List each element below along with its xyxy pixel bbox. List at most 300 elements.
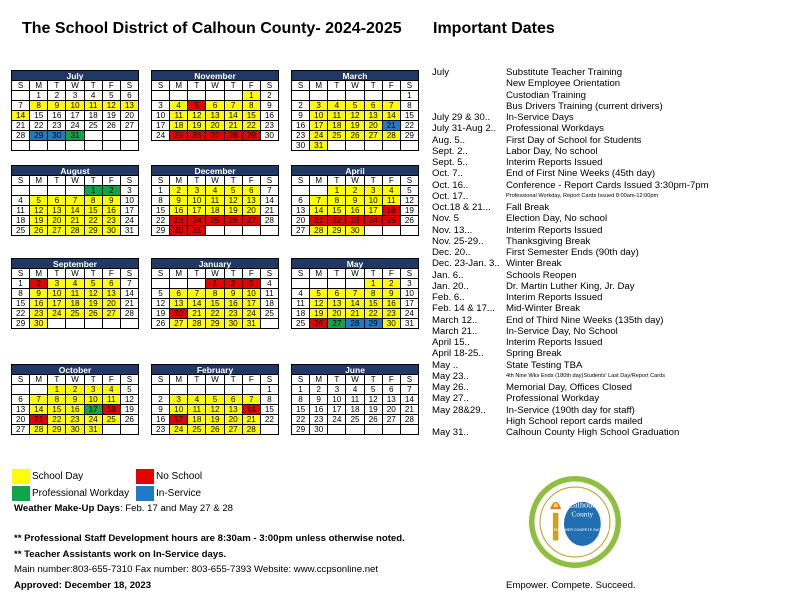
day-cell: 9 <box>292 111 310 121</box>
weekday-label: S <box>292 81 310 91</box>
day-cell: 4 <box>261 279 279 289</box>
day-cell: 2 <box>225 279 243 289</box>
empty-cell <box>48 186 66 196</box>
empty-cell <box>261 319 279 329</box>
weekday-label: T <box>365 176 383 186</box>
empty-cell <box>103 141 121 151</box>
day-cell: 23 <box>103 216 121 226</box>
day-cell: 28 <box>188 319 206 329</box>
day-cell: 4 <box>85 91 103 101</box>
important-date-row <box>432 146 792 157</box>
day-cell: 23 <box>170 216 188 226</box>
important-date-row <box>432 281 792 292</box>
day-cell: 18 <box>328 121 346 131</box>
empty-cell <box>365 425 383 435</box>
approved-date: Approved: December 18, 2023 <box>14 580 152 591</box>
empty-cell <box>152 385 170 395</box>
day-cell: 22 <box>261 415 279 425</box>
day-cell: 2 <box>310 385 328 395</box>
makeup-days-text: : Feb. 17 and May 27 & 28 <box>119 503 234 514</box>
weekday-label: F <box>103 81 121 91</box>
day-cell: 4 <box>292 289 310 299</box>
day-cell: 29 <box>85 226 103 236</box>
calendar-june <box>291 364 419 435</box>
day-grid <box>292 91 419 151</box>
important-event: Bus Drivers Training (current drivers) <box>506 100 663 112</box>
day-cell: 3 <box>401 279 419 289</box>
day-cell: 9 <box>261 101 279 111</box>
day-cell: 1 <box>401 91 419 101</box>
day-cell: 3 <box>365 186 383 196</box>
day-cell: 22 <box>206 309 224 319</box>
day-cell: 18 <box>170 121 188 131</box>
day-cell: 14 <box>383 111 401 121</box>
day-cell: 17 <box>243 299 261 309</box>
empty-cell <box>85 131 103 141</box>
day-cell: 16 <box>103 206 121 216</box>
day-cell: 28 <box>310 226 328 236</box>
day-cell: 21 <box>30 415 48 425</box>
day-cell: 5 <box>85 279 103 289</box>
day-cell: 1 <box>328 186 346 196</box>
weekday-label: M <box>30 81 48 91</box>
weekday-label: T <box>48 269 66 279</box>
day-cell: 10 <box>85 395 103 405</box>
empty-cell <box>243 385 261 395</box>
weekday-label: F <box>243 176 261 186</box>
important-dates-list <box>432 67 792 438</box>
weekday-label: T <box>365 375 383 385</box>
weekday-label: W <box>346 81 364 91</box>
day-grid <box>152 385 279 435</box>
empty-cell <box>292 279 310 289</box>
day-cell: 2 <box>48 91 66 101</box>
day-cell: 24 <box>152 131 170 141</box>
day-cell: 11 <box>346 395 364 405</box>
day-cell: 4 <box>66 279 84 289</box>
day-cell: 30 <box>30 319 48 329</box>
day-cell: 10 <box>48 289 66 299</box>
day-cell: 7 <box>12 101 30 111</box>
important-date-row <box>432 180 792 191</box>
day-cell: 28 <box>401 415 419 425</box>
weekday-label: S <box>152 81 170 91</box>
day-cell: 25 <box>206 216 224 226</box>
weekday-label: M <box>30 269 48 279</box>
weekday-label: S <box>401 375 419 385</box>
day-cell: 5 <box>365 385 383 395</box>
day-grid <box>12 91 139 151</box>
day-cell: 6 <box>328 289 346 299</box>
empty-cell <box>292 91 310 101</box>
day-cell: 15 <box>152 206 170 216</box>
day-cell: 28 <box>30 425 48 435</box>
day-cell: 1 <box>292 385 310 395</box>
day-cell: 15 <box>12 299 30 309</box>
empty-cell <box>66 319 84 329</box>
day-cell: 14 <box>261 196 279 206</box>
month-name: November <box>152 71 279 81</box>
important-date: May 23.. <box>432 370 469 382</box>
empty-cell <box>48 319 66 329</box>
day-grid <box>152 186 279 236</box>
day-cell: 24 <box>121 216 139 226</box>
day-cell: 20 <box>103 299 121 309</box>
day-cell: 20 <box>328 309 346 319</box>
day-cell: 23 <box>225 309 243 319</box>
day-cell: 16 <box>152 415 170 425</box>
weekday-header <box>12 375 139 385</box>
day-cell: 11 <box>170 111 188 121</box>
important-event: New Employee Orientation <box>506 78 621 90</box>
day-cell: 11 <box>383 196 401 206</box>
important-date-row <box>432 427 792 438</box>
day-cell: 15 <box>243 111 261 121</box>
weekday-label: W <box>346 375 364 385</box>
important-date <box>432 416 506 427</box>
day-cell: 30 <box>292 141 310 151</box>
day-cell: 16 <box>66 405 84 415</box>
weekday-label: S <box>152 375 170 385</box>
empty-cell <box>206 91 224 101</box>
day-cell: 7 <box>30 395 48 405</box>
day-cell: 25 <box>188 425 206 435</box>
day-cell: 7 <box>188 289 206 299</box>
day-cell: 9 <box>346 196 364 206</box>
day-cell: 16 <box>48 111 66 121</box>
day-cell: 13 <box>170 299 188 309</box>
weekday-label: W <box>66 81 84 91</box>
day-grid <box>12 279 139 329</box>
important-date: Feb. 6.. <box>432 292 465 303</box>
empty-cell <box>85 141 103 151</box>
empty-cell <box>365 226 383 236</box>
weekday-label: F <box>383 81 401 91</box>
day-cell: 3 <box>170 395 188 405</box>
day-cell: 18 <box>85 111 103 121</box>
day-cell: 10 <box>152 111 170 121</box>
important-event: Fall Break <box>506 202 550 213</box>
day-cell: 9 <box>310 395 328 405</box>
empty-cell <box>383 91 401 101</box>
empty-cell <box>401 425 419 435</box>
day-cell: 3 <box>48 279 66 289</box>
month-name: June <box>292 365 419 375</box>
day-cell: 27 <box>12 425 30 435</box>
important-event: In-Service (190th day for staff) <box>506 404 635 416</box>
day-cell: 24 <box>328 415 346 425</box>
pd-hours-note: ** Professional Staff Development hours are 8:30am - 3:00pm unless otherwise noted. <box>14 533 405 544</box>
day-cell: 2 <box>383 279 401 289</box>
important-date-row <box>432 371 792 382</box>
important-date: Jan. 20.. <box>432 280 469 292</box>
day-cell: 16 <box>383 299 401 309</box>
important-date: July 29 & 30.. <box>432 112 491 123</box>
day-cell: 26 <box>401 216 419 226</box>
important-date-row <box>432 247 792 258</box>
day-cell: 6 <box>103 279 121 289</box>
important-event: Thanksgiving Break <box>506 235 591 247</box>
day-cell: 25 <box>328 131 346 141</box>
day-cell: 17 <box>85 405 103 415</box>
day-cell: 24 <box>310 131 328 141</box>
empty-cell <box>225 385 243 395</box>
day-cell: 18 <box>188 415 206 425</box>
day-cell: 22 <box>365 309 383 319</box>
day-cell: 29 <box>30 131 48 141</box>
day-cell: 31 <box>66 131 84 141</box>
day-cell: 13 <box>383 395 401 405</box>
day-cell: 7 <box>243 395 261 405</box>
day-cell: 10 <box>365 196 383 206</box>
day-cell: 10 <box>243 289 261 299</box>
weekday-label: M <box>310 375 328 385</box>
day-cell: 3 <box>243 279 261 289</box>
day-cell: 12 <box>103 101 121 111</box>
makeup-days-label: Weather Make-Up Days <box>14 503 120 514</box>
day-cell: 22 <box>401 121 419 131</box>
calendar-march <box>291 70 419 151</box>
day-cell: 17 <box>310 121 328 131</box>
day-cell: 20 <box>121 111 139 121</box>
day-cell: 19 <box>30 216 48 226</box>
day-cell: 24 <box>243 309 261 319</box>
empty-cell <box>365 91 383 101</box>
weekday-label: M <box>30 375 48 385</box>
important-event: Interim Reports Issued <box>506 157 603 168</box>
day-cell: 23 <box>383 309 401 319</box>
important-event: Professional Workday, Report Cards Issued 8:00am-12:00pm <box>506 192 659 199</box>
day-cell: 22 <box>30 121 48 131</box>
day-cell: 20 <box>292 216 310 226</box>
important-date-row <box>432 348 792 359</box>
weekday-label: W <box>66 375 84 385</box>
day-cell: 21 <box>346 309 364 319</box>
day-cell: 3 <box>66 91 84 101</box>
important-event: End of First Nine Weeks (45th day) <box>506 168 656 180</box>
day-cell: 22 <box>12 309 30 319</box>
important-date: Nov. 13... <box>432 224 473 236</box>
weekday-label: T <box>188 375 206 385</box>
important-event: In-Service Days <box>506 112 574 123</box>
important-date: Nov. 5 <box>432 213 460 225</box>
day-cell: 16 <box>292 121 310 131</box>
day-cell: 22 <box>48 415 66 425</box>
day-cell: 7 <box>346 289 364 299</box>
day-cell: 4 <box>188 395 206 405</box>
teacher-assistant-note: ** Teacher Assistants work on In-Service days. <box>14 549 227 560</box>
day-cell: 30 <box>103 226 121 236</box>
weekday-label: T <box>225 269 243 279</box>
important-date: May 31.. <box>432 427 469 438</box>
day-cell: 21 <box>401 405 419 415</box>
day-cell: 17 <box>48 299 66 309</box>
day-cell: 26 <box>188 131 206 141</box>
weekday-label: S <box>12 269 30 279</box>
day-cell: 12 <box>310 299 328 309</box>
day-cell: 22 <box>152 216 170 226</box>
important-date: Feb. 14 & 17... <box>432 303 495 315</box>
day-cell: 9 <box>225 289 243 299</box>
day-cell: 3 <box>310 101 328 111</box>
important-event: Dr. Martin Luther King, Jr. Day <box>506 280 635 292</box>
important-dates-title: Important Dates <box>433 20 555 37</box>
day-cell: 5 <box>152 289 170 299</box>
empty-cell <box>328 279 346 289</box>
empty-cell <box>121 131 139 141</box>
day-cell: 11 <box>12 206 30 216</box>
day-grid <box>152 279 279 329</box>
important-event: Substitute Teacher Training <box>506 67 623 78</box>
legend-label: School Day <box>32 471 84 482</box>
day-cell: 29 <box>206 319 224 329</box>
day-cell: 24 <box>188 216 206 226</box>
day-cell: 27 <box>383 415 401 425</box>
day-cell: 23 <box>292 131 310 141</box>
weekday-label: M <box>30 176 48 186</box>
weekday-label: S <box>401 176 419 186</box>
day-cell: 15 <box>30 111 48 121</box>
day-cell: 19 <box>103 111 121 121</box>
weekday-label: F <box>103 269 121 279</box>
day-cell: 28 <box>121 309 139 319</box>
weekday-label: M <box>170 81 188 91</box>
day-cell: 28 <box>261 216 279 226</box>
day-cell: 2 <box>346 186 364 196</box>
weekday-label: M <box>310 176 328 186</box>
legend-item-professional-workday <box>12 486 129 501</box>
day-cell: 27 <box>103 309 121 319</box>
important-date: March 21.. <box>432 325 478 337</box>
day-cell: 22 <box>328 216 346 226</box>
day-cell: 13 <box>328 299 346 309</box>
day-cell: 16 <box>170 206 188 216</box>
day-cell: 17 <box>365 206 383 216</box>
weekday-header <box>12 81 139 91</box>
day-grid <box>292 385 419 435</box>
important-date-row <box>432 416 792 427</box>
important-event: State Testing TBA <box>506 359 583 371</box>
month-name: January <box>152 259 279 269</box>
important-event: Mid-Winter Break <box>506 303 581 315</box>
weekday-label: M <box>310 81 328 91</box>
important-date-row <box>432 90 792 101</box>
important-date: May 27.. <box>432 393 469 405</box>
day-cell: 4 <box>383 186 401 196</box>
empty-cell <box>103 131 121 141</box>
day-cell: 4 <box>170 101 188 111</box>
day-cell: 9 <box>103 196 121 206</box>
weekday-label: T <box>328 269 346 279</box>
day-cell: 30 <box>225 319 243 329</box>
empty-cell <box>85 319 103 329</box>
empty-cell <box>30 186 48 196</box>
day-cell: 9 <box>30 289 48 299</box>
day-cell: 7 <box>401 385 419 395</box>
weekday-label: T <box>225 81 243 91</box>
day-cell: 10 <box>188 196 206 206</box>
legend-item-school-day <box>12 469 83 484</box>
day-cell: 25 <box>103 415 121 425</box>
day-cell: 13 <box>292 206 310 216</box>
day-cell: 14 <box>243 405 261 415</box>
weekday-label: F <box>103 375 121 385</box>
day-cell: 15 <box>85 206 103 216</box>
svg-text:EMPOWER COMPETE SUCCEED: EMPOWER COMPETE SUCCEED <box>553 528 612 533</box>
weekday-label: T <box>188 176 206 186</box>
month-name: December <box>152 166 279 176</box>
weekday-header <box>152 176 279 186</box>
day-cell: 8 <box>85 196 103 206</box>
day-cell: 5 <box>225 186 243 196</box>
empty-cell <box>328 425 346 435</box>
empty-cell <box>243 226 261 236</box>
weekday-label: S <box>152 269 170 279</box>
day-cell: 6 <box>12 395 30 405</box>
day-cell: 10 <box>401 289 419 299</box>
empty-cell <box>383 425 401 435</box>
empty-cell <box>310 186 328 196</box>
weekday-label: T <box>48 81 66 91</box>
day-cell: 12 <box>152 299 170 309</box>
day-cell: 30 <box>310 425 328 435</box>
day-cell: 13 <box>225 405 243 415</box>
weekday-label: S <box>292 269 310 279</box>
empty-cell <box>12 91 30 101</box>
day-cell: 14 <box>401 395 419 405</box>
weekday-label: T <box>328 375 346 385</box>
day-cell: 31 <box>85 425 103 435</box>
calendar-october <box>11 364 139 435</box>
day-cell: 9 <box>66 395 84 405</box>
day-cell: 25 <box>261 309 279 319</box>
weekday-label: S <box>261 269 279 279</box>
day-cell: 2 <box>152 395 170 405</box>
calendar-december <box>151 165 279 236</box>
weekday-label: T <box>225 176 243 186</box>
day-cell: 29 <box>365 319 383 329</box>
empty-cell <box>103 425 121 435</box>
empty-cell <box>346 425 364 435</box>
day-cell: 3 <box>152 101 170 111</box>
calendar-august <box>11 165 139 236</box>
weekday-label: T <box>328 81 346 91</box>
day-grid <box>12 385 139 435</box>
day-cell: 28 <box>243 425 261 435</box>
important-date: April 18-25.. <box>432 348 484 360</box>
important-date-row <box>432 112 792 123</box>
empty-cell <box>170 279 188 289</box>
day-cell: 6 <box>48 196 66 206</box>
important-date-row <box>432 191 792 202</box>
month-name: March <box>292 71 419 81</box>
day-cell: 6 <box>243 186 261 196</box>
day-cell: 15 <box>261 405 279 415</box>
important-date-row <box>432 382 792 393</box>
weekday-label: M <box>170 375 188 385</box>
important-date: Dec. 20.. <box>432 247 471 258</box>
day-cell: 26 <box>152 319 170 329</box>
day-cell: 19 <box>365 405 383 415</box>
empty-cell <box>292 186 310 196</box>
empty-cell <box>30 385 48 395</box>
weekday-header <box>152 375 279 385</box>
day-cell: 27 <box>121 121 139 131</box>
important-date-row <box>432 157 792 168</box>
day-cell: 24 <box>48 309 66 319</box>
weekday-label: S <box>292 176 310 186</box>
important-event: End of Third Nine Weeks (135th day) <box>506 314 664 326</box>
